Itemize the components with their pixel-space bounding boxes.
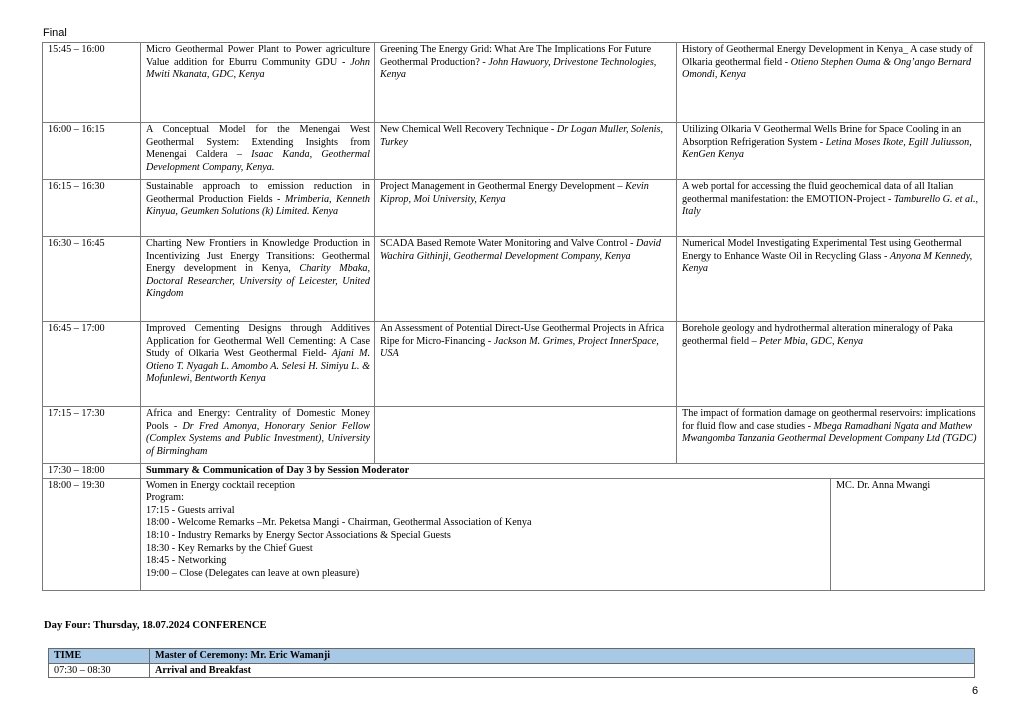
program-item: 18:00 - Welcome Remarks –Mr. Peketsa Mangi - Chairman, Geothermal Association of Kenya [146, 517, 532, 529]
table-row [43, 322, 985, 407]
presentation-title: Charting New Frontiers in Knowledge Production in Incentivizing Just Energy Transitions: Geothermal Energy development in Kenya, [146, 238, 370, 275]
presentation-cell [141, 43, 375, 123]
table-header-row [49, 649, 975, 664]
presentation-authors: Charity Mbaka, Doctoral Researcher, University of Leicester, United Kingdom [146, 263, 370, 300]
mc-cell: MC. Dr. Anna Mwangi [831, 478, 985, 590]
program-item: 18:30 - Key Remarks by the Chief Guest [146, 542, 313, 554]
presentation-cell [141, 322, 375, 407]
time-header: TIME [49, 649, 150, 664]
time-cell: 16:00 – 16:15 [43, 123, 141, 180]
presentation-authors: Peter Mbia, GDC, Kenya [759, 335, 864, 347]
table-row [43, 180, 985, 237]
page-number: 6 [972, 685, 979, 697]
presentation-authors: John Mwiti Nkanata, GDC, Kenya [146, 56, 370, 81]
summary-text: Summary & Communication of Day 3 by Session Moderator [141, 464, 985, 479]
table-row [43, 43, 985, 123]
presentation-authors: Mbega Ramadhani Ngata and Mathew Mwangomba Tanzania Geothermal Development Company Ltd (TGDC) [682, 420, 977, 445]
presentation-authors: Dr Logan Muller, Solenis, Turkey [380, 124, 664, 148]
presentation-cell [141, 237, 375, 322]
reception-row [43, 478, 985, 590]
presentation-cell [677, 123, 985, 180]
presentation-cell [141, 123, 375, 180]
presentation-cell [141, 407, 375, 464]
presentation-cell [677, 43, 985, 123]
time-cell: 16:45 – 17:00 [43, 322, 141, 407]
presentation-cell [375, 237, 677, 322]
time-cell: 17:15 – 17:30 [43, 407, 141, 464]
day-four-table [48, 648, 975, 678]
table-row [43, 237, 985, 322]
presentation-title: SCADA Based Remote Water Monitoring and Valve Control - [380, 238, 637, 249]
day-four-heading: Day Four: Thursday, 18.07.2024 CONFERENCE [44, 620, 267, 631]
presentation-cell [375, 407, 677, 464]
presentation-cell [677, 322, 985, 407]
presentation-authors: Anyona M Kennedy, Kenya [682, 250, 973, 275]
summary-row [43, 464, 985, 479]
presentation-title: New Chemical Well Recovery Technique - [380, 124, 557, 135]
presentation-title: Greening The Energy Grid: What Are The Implications For Future Geothermal Production? - [380, 44, 652, 68]
program-item: 19:00 – Close (Delegates can leave at own pleasure) [146, 567, 360, 579]
table-row [43, 123, 985, 180]
time-cell: 16:30 – 16:45 [43, 237, 141, 322]
program-label: Program: [146, 492, 184, 504]
presentation-cell [677, 237, 985, 322]
presentation-title: The impact of formation damage on geothermal reservoirs: implications for fluid flow and case studies - [682, 408, 976, 432]
presentation-authors: Otieno Stephen Ouma & Ong’ango Bernard Omondi, Kenya [682, 56, 972, 81]
presentation-authors: David Wachira Githinji, Geothermal Development Company, Kenya [380, 238, 661, 262]
presentation-cell [375, 180, 677, 237]
presentation-title: History of Geothermal Energy Development in Kenya_ A case study of Olkaria geothermal field - [682, 44, 973, 68]
presentation-title: Micro Geothermal Power Plant to Power agriculture Value addition for Eburru Community GDU - [146, 44, 370, 68]
presentation-authors: Letina Moses Ikote, Egill Juliusson, KenGen Kenya [682, 136, 972, 161]
presentation-authors: Mrimberia, Kenneth Kinyua, Geumken Solutions (k) Limited. Kenya [146, 193, 370, 218]
time-cell: 18:00 – 19:30 [43, 478, 141, 590]
time-cell: 16:15 – 16:30 [43, 180, 141, 237]
presentation-authors: Isaac Kanda, Geothermal Development Company, Kenya. [146, 149, 370, 173]
presentation-title: Improved Cementing Designs through Additives Application for Geothermal Well Cementing: A Case Study of Olkaria West Geothermal Field- [146, 323, 370, 360]
reception-title: Women in Energy cocktail reception [146, 479, 295, 491]
table-row [49, 663, 975, 678]
time-cell: 15:45 – 16:00 [43, 43, 141, 123]
program-item: 17:15 - Guests arrival [146, 504, 235, 516]
presentation-cell [677, 407, 985, 464]
presentation-authors: Tamburello G. et al., Italy [682, 193, 979, 218]
presentation-title: Sustainable approach to emission reduction in Geothermal Production Fields - [146, 181, 370, 205]
reception-program [141, 478, 831, 590]
presentation-authors: John Hawuory, Drivestone Technologies, Kenya [380, 56, 657, 81]
presentation-title: Numerical Model Investigating Experimental Test using Geothermal Energy to Enhance Waste Oil in Recycling Glass - [682, 238, 962, 262]
presentation-cell [677, 180, 985, 237]
presentation-title: Borehole geology and hydrothermal alteration mineralogy of Paka geothermal field – [682, 323, 953, 347]
table-row [43, 407, 985, 464]
program-item: 18:45 - Networking [146, 555, 227, 567]
program-item: 18:10 - Industry Remarks by Energy Sector Associations & Special Guests [146, 529, 451, 541]
presentation-authors: Dr Fred Amonya, Honorary Senior Fellow (Complex Systems and Public Investment), University of Birmingham [146, 420, 370, 457]
presentation-title: An Assessment of Potential Direct-Use Geothermal Projects in Africa Ripe for Micro-Financing - [380, 323, 665, 347]
presentation-cell [375, 322, 677, 407]
schedule-table [42, 42, 985, 591]
presentation-cell [375, 123, 677, 180]
presentation-title: Utilizing Olkaria V Geothermal Wells Brine for Space Cooling in an Absorption Refrigeration System - [682, 124, 962, 148]
presentation-authors: Ajani M. Otieno T. Nyagah L. Amombo A. Selesi H. Simiyu L. & Mofunlewi, Bentworth Kenya [146, 348, 370, 385]
presentation-title: A Conceptual Model for the Menengai West Geothermal System: Extending Insights from Menengai Caldera – [146, 124, 370, 161]
presentation-authors: – Kevin Kiprop, Moi University, Kenya [380, 181, 649, 205]
event-cell: Arrival and Breakfast [150, 663, 975, 678]
time-cell: 17:30 – 18:00 [43, 464, 141, 479]
mc-header: Master of Ceremony: Mr. Eric Wamanji [150, 649, 975, 664]
presentation-authors: Jackson M. Grimes, Project InnerSpace, USA [380, 335, 659, 360]
presentation-title: A web portal for accessing the fluid geochemical data of all Italian geothermal manifestation: the EMOTION-Project - [682, 181, 954, 205]
presentation-cell [141, 180, 375, 237]
presentation-cell [375, 43, 677, 123]
presentation-title: Project Management in Geothermal Energy Development [380, 181, 618, 192]
time-cell: 07:30 – 08:30 [49, 663, 150, 678]
presentation-title: Africa and Energy: Centrality of Domestic Money Pools - [146, 408, 370, 432]
page-header-label: Final [43, 27, 67, 39]
